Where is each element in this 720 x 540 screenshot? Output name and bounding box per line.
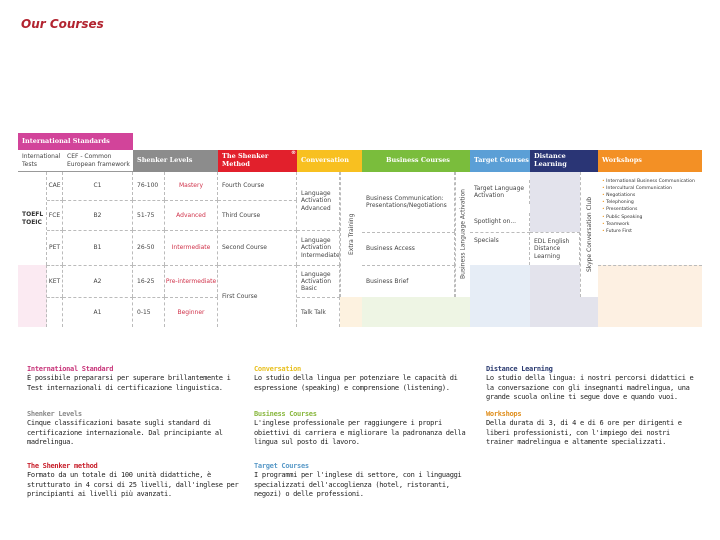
score-cell: 16-25 (133, 265, 165, 297)
header-shenker-method (218, 150, 297, 172)
desc-shenker-method (27, 462, 242, 500)
business-access: Business Access (362, 232, 455, 265)
desc-shenker-levels (27, 410, 242, 448)
course-cell: Second Course (218, 230, 297, 265)
header-distance: Distance Learning (530, 150, 598, 172)
desc-text: Della durata di 3, di 4 e di 6 ore per dirigenti e liberi professionisti, con l'impiego dei nostri trainer madrelingua e altamente specializzati. (486, 419, 682, 447)
desc-title: Workshops (486, 410, 522, 418)
edl: EDL English Distance Learning (530, 232, 580, 265)
lang-activation-basic: Language Activation Basic (297, 265, 340, 297)
target-language-activation: Target Language Activation (470, 180, 530, 204)
lang-activation-advanced: Language Activation Advanced (297, 172, 340, 230)
desc-business-courses (254, 410, 469, 448)
lang-activation-intermediate: Language Activation Intermediate (297, 230, 340, 265)
desc-text: L'inglese professionale per raggiungere i propri obiettivi di carriera e migliorare la padronanza della lingua sul posto di lavoro. (254, 419, 466, 447)
header-conversation: Conversation (297, 150, 362, 172)
desc-title: The Shenker method (27, 462, 98, 470)
header-shenker-levels: Shenker Levels (133, 150, 218, 172)
desc-workshops (486, 410, 701, 448)
desc-title: Conversation (254, 365, 301, 373)
shenker-method-label: The Shenker Method (222, 152, 269, 168)
score-cell: 26-50 (133, 230, 165, 265)
level-cell: Advanced (165, 200, 218, 230)
desc-title: International Standard (27, 365, 114, 373)
desc-title: Business Courses (254, 410, 317, 418)
exam-cell: CAE (47, 172, 63, 200)
exam-cell (47, 297, 63, 327)
registered-mark: ® (291, 150, 296, 156)
level-cell: Intermediate (165, 230, 218, 265)
desc-distance-learning (486, 365, 701, 403)
cef-cell: A1 (63, 297, 133, 327)
extra-training: Extra Training (340, 172, 362, 297)
workshop-item: • Presentations (602, 206, 702, 213)
level-cell: Pre-intermediate (165, 265, 218, 297)
business-brief: Business Brief (362, 265, 455, 297)
score-cell: 51-75 (133, 200, 165, 230)
workshop-item: • Intercultural Communication (602, 185, 702, 192)
score-cell: 0-15 (133, 297, 165, 327)
beige-fill (598, 265, 702, 327)
exam-cell: KET (47, 265, 63, 297)
specials: Specials (470, 232, 530, 265)
desc-text: Lo studio della lingua: i nostri percorsi didattici e la conversazione con gli insegnanti madrelingua, una grande scuola online ti segue dove e quando vuoi. (486, 374, 694, 402)
skype-conversation-club: Skype Conversation Club (580, 172, 598, 297)
cef-cell: C1 (63, 172, 133, 200)
workshop-item: • Telephoning (602, 199, 702, 206)
exam-cell: PET (47, 230, 63, 265)
desc-title: Shenker Levels (27, 410, 82, 418)
workshop-item: • Public Speaking (602, 214, 702, 221)
workshop-item: • Negotiations (602, 192, 702, 199)
page-title: Our Courses (21, 17, 104, 31)
talk-talk: Talk Talk (297, 297, 340, 327)
cef-cell: A2 (63, 265, 133, 297)
divider (598, 265, 702, 266)
desc-text: Formato da un totale di 100 unità didattiche, è strutturato in 4 corsi di 25 livelli, dall'inglese per principianti ai livelli più avanzati. (27, 471, 239, 499)
header-workshops: Workshops (598, 150, 702, 172)
desc-title: Distance Learning (486, 365, 553, 373)
desc-text: I programmi per l'inglese di settore, con i linguaggi specializzati dell'accoglienza (hotel, ristoranti, negozi) o delle professioni. (254, 471, 462, 499)
business-communication: Business Communication: Presentations/Negotiations (362, 172, 455, 232)
desc-conversation (254, 365, 469, 393)
gray-fill (530, 172, 580, 232)
workshop-item: • Teamwork (602, 221, 702, 228)
blue-fill (470, 265, 530, 327)
course-cell: Fourth Course (218, 172, 297, 200)
desc-target-courses (254, 462, 469, 500)
desc-text: Cinque classificazioni basate sugli standard di certificazione internazionale. Dal principiante al madrelingua. (27, 419, 223, 447)
workshop-item: • International Business Communication (602, 178, 702, 185)
header-cef: CEF - Common European framework (63, 150, 133, 172)
header-intl-tests: International Tests (18, 150, 63, 172)
spotlight-on: Spotlight on... (470, 213, 530, 231)
first-course-cell: First Course (218, 265, 297, 327)
desc-text: Lo studio della lingua per potenziare le capacità di espressione (speaking) e comprensione (listening). (254, 374, 458, 392)
desc-text: È possibile prepararsi per superare brillantemente i Test internazionali di certificazione linguistica. (27, 374, 231, 392)
gray-fill (580, 297, 598, 327)
green-fill (362, 297, 470, 327)
course-cell: Third Course (218, 200, 297, 230)
workshop-item: • Future First (602, 228, 702, 235)
desc-international-standard (27, 365, 242, 393)
exam-cell: FCE (47, 200, 63, 230)
header-intl-standards: International Standards (18, 133, 133, 150)
header-target: Target Courses (470, 150, 530, 172)
score-cell: 76-100 (133, 172, 165, 200)
cef-cell: B2 (63, 200, 133, 230)
level-cell: Mastery (165, 172, 218, 200)
desc-title: Target Courses (254, 462, 309, 470)
toefl-toeic: TOEFL TOEIC (18, 172, 47, 265)
cef-cell: B1 (63, 230, 133, 265)
level-cell: Beginner (165, 297, 218, 327)
header-business: Business Courses (362, 150, 470, 172)
gray-fill (530, 265, 580, 327)
business-language-activation: Business Language Activation (455, 172, 470, 297)
workshops-list (598, 172, 702, 265)
empty-cell (18, 265, 47, 327)
beige-fill (340, 297, 362, 327)
